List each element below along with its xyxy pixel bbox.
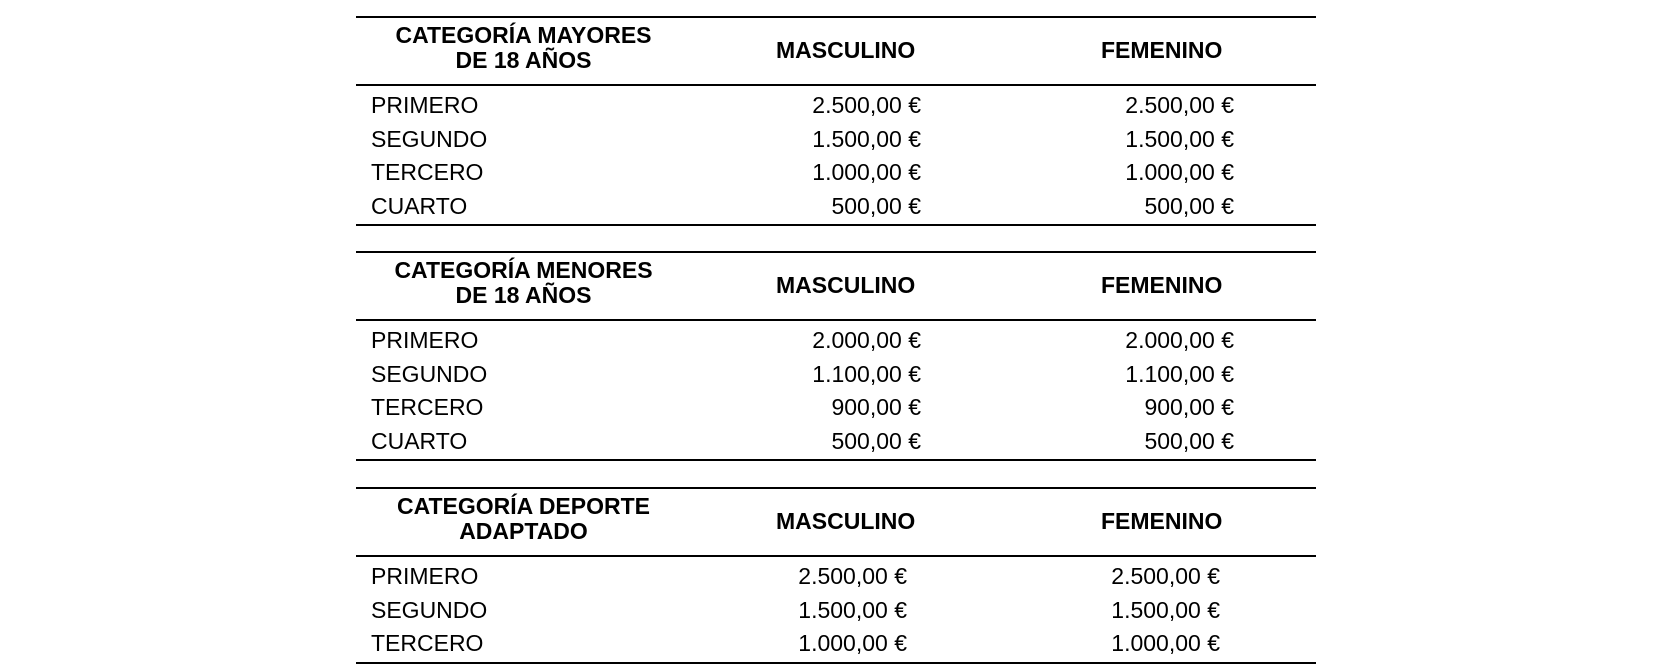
male-prize-cell: 1.500,00 € (798, 596, 907, 623)
table-row (356, 122, 1316, 156)
position-cell: SEGUNDO (371, 360, 488, 387)
category-title-line1: CATEGORÍA MENORES (394, 257, 653, 283)
male-prize-cell: 900,00 € (831, 394, 921, 420)
category-title-line2: DE 18 AÑOS (455, 47, 592, 73)
position-cell: TERCERO (371, 630, 484, 656)
position-cell: CUARTO (371, 192, 468, 219)
female-prize-cell: 2.500,00 € (1111, 563, 1220, 589)
male-prize-cell: 1.000,00 € (798, 630, 907, 656)
category-title (356, 23, 691, 73)
table-row (356, 559, 1316, 593)
prize-table-mayores (356, 16, 1316, 226)
female-prize-cell: 2.000,00 € (1125, 327, 1234, 353)
table-row (356, 390, 1316, 424)
male-prize-cell: 500,00 € (831, 427, 921, 454)
male-prize-cell: 1.100,00 € (812, 360, 921, 387)
male-prize-cell: 2.000,00 € (812, 327, 921, 353)
female-prize-cell: 1.500,00 € (1125, 125, 1234, 152)
category-title-line1: CATEGORÍA MAYORES (395, 22, 652, 48)
table-row (356, 357, 1316, 391)
column-header-female: FEMENINO (1101, 272, 1223, 298)
prize-table-deporte-adaptado (356, 487, 1316, 664)
position-cell: TERCERO (371, 159, 484, 185)
table-row (356, 626, 1316, 660)
table-header (356, 487, 1316, 557)
position-cell: PRIMERO (371, 327, 479, 353)
column-header-male: MASCULINO (776, 37, 916, 63)
column-header-male: MASCULINO (776, 272, 916, 298)
table-body (356, 321, 1316, 461)
table-row (356, 88, 1316, 122)
position-cell: PRIMERO (371, 563, 479, 589)
male-prize-cell: 1.500,00 € (812, 125, 921, 152)
male-prize-cell: 500,00 € (831, 192, 921, 219)
position-cell: SEGUNDO (371, 125, 488, 152)
female-prize-cell: 500,00 € (1144, 192, 1234, 219)
category-title-line2: ADAPTADO (459, 518, 588, 544)
female-prize-cell: 1.100,00 € (1125, 360, 1234, 387)
male-prize-cell: 2.500,00 € (812, 92, 921, 118)
column-header-male: MASCULINO (776, 508, 916, 534)
table-row (356, 323, 1316, 357)
position-cell: PRIMERO (371, 92, 479, 118)
position-cell: CUARTO (371, 427, 468, 454)
female-prize-cell: 500,00 € (1144, 427, 1234, 454)
position-cell: SEGUNDO (371, 596, 488, 623)
male-prize-cell: 1.000,00 € (812, 159, 921, 185)
prize-table-menores (356, 251, 1316, 461)
table-body (356, 557, 1316, 664)
female-prize-cell: 2.500,00 € (1125, 92, 1234, 118)
category-title-line2: DE 18 AÑOS (455, 282, 592, 308)
category-title (356, 258, 691, 308)
table-row (356, 189, 1316, 223)
female-prize-cell: 900,00 € (1144, 394, 1234, 420)
table-row (356, 424, 1316, 458)
column-header-female: FEMENINO (1101, 37, 1223, 63)
table-row (356, 593, 1316, 627)
female-prize-cell: 1.000,00 € (1111, 630, 1220, 656)
category-title-line1: CATEGORÍA DEPORTE (396, 493, 650, 519)
category-title (356, 494, 691, 544)
table-body (356, 86, 1316, 226)
male-prize-cell: 2.500,00 € (798, 563, 907, 589)
table-row (356, 155, 1316, 189)
table-header (356, 16, 1316, 86)
position-cell: TERCERO (371, 394, 484, 420)
table-header (356, 251, 1316, 321)
female-prize-cell: 1.000,00 € (1125, 159, 1234, 185)
female-prize-cell: 1.500,00 € (1111, 596, 1220, 623)
column-header-female: FEMENINO (1101, 508, 1223, 534)
